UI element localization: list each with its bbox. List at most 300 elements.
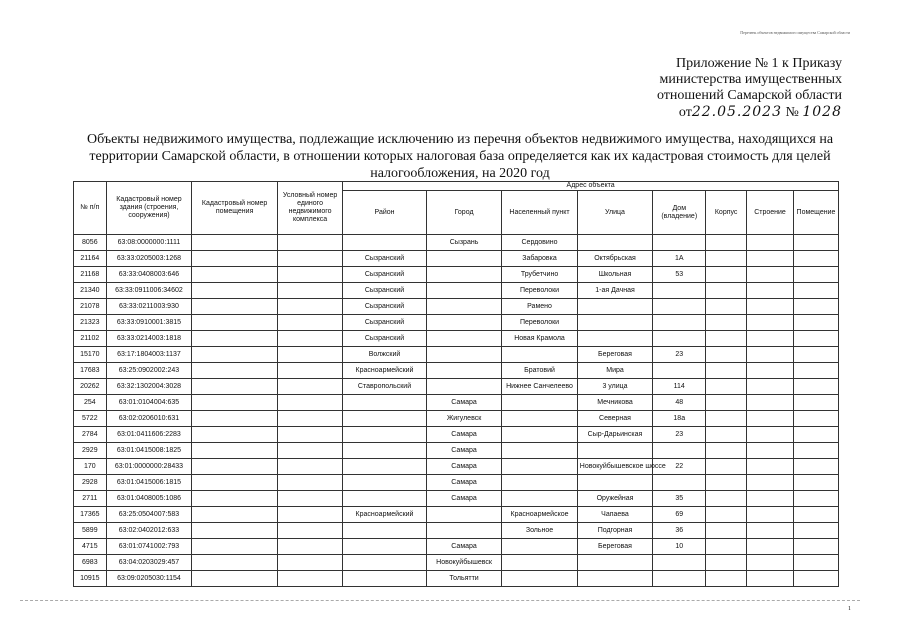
cell-cad: 63:02:0206010:631 [106, 411, 192, 427]
cell-house [653, 331, 706, 347]
table-row [74, 395, 839, 411]
cell-empty [747, 235, 794, 251]
table-row [74, 571, 839, 587]
appendix-number: 1028 [802, 104, 842, 120]
cell-city: Самара [426, 539, 501, 555]
cell-city [426, 523, 501, 539]
cell-cad: 63:01:0741002:793 [106, 539, 192, 555]
cell-settlement [502, 571, 577, 587]
cell-city: Самара [426, 475, 501, 491]
cell-district [343, 475, 427, 491]
cell-num: 6983 [74, 555, 107, 571]
cell-settlement [502, 427, 577, 443]
cell-district: Сызранский [343, 315, 427, 331]
page-number: 1 [848, 606, 851, 612]
appendix-num-label: № [782, 105, 803, 120]
cell-empty [192, 299, 278, 315]
header-room: Помещение [793, 191, 838, 235]
cell-empty [277, 363, 342, 379]
cell-num: 20262 [74, 379, 107, 395]
cell-settlement: Сердовино [502, 235, 577, 251]
table-row [74, 427, 839, 443]
cell-empty [706, 331, 747, 347]
cell-empty [747, 571, 794, 587]
cell-settlement: Нижнее Санчелеево [502, 379, 577, 395]
cell-empty [706, 363, 747, 379]
cell-cad: 63:01:0415008:1825 [106, 443, 192, 459]
cell-city [426, 315, 501, 331]
cell-empty [747, 491, 794, 507]
cell-empty [277, 347, 342, 363]
cell-house [653, 475, 706, 491]
cell-house [653, 235, 706, 251]
cell-street: Северная [577, 411, 652, 427]
table-row [74, 523, 839, 539]
cell-empty [706, 267, 747, 283]
cell-empty [747, 299, 794, 315]
cell-city [426, 363, 501, 379]
cell-num: 2928 [74, 475, 107, 491]
cell-house: 23 [653, 427, 706, 443]
cell-cad: 63:25:0902002:243 [106, 363, 192, 379]
cell-house: 18а [653, 411, 706, 427]
cell-empty [277, 251, 342, 267]
cell-settlement [502, 411, 577, 427]
table-row [74, 539, 839, 555]
cell-city: Самара [426, 427, 501, 443]
cell-empty [793, 363, 838, 379]
cell-settlement: Переволоки [502, 283, 577, 299]
cell-district: Красноармейский [343, 363, 427, 379]
cell-empty [277, 411, 342, 427]
table-row [74, 235, 839, 251]
cell-empty [192, 507, 278, 523]
cell-num: 254 [74, 395, 107, 411]
header-address-group: Адрес объекта [343, 182, 839, 191]
cell-empty [706, 379, 747, 395]
cell-city: Жигулевск [426, 411, 501, 427]
cell-num: 21168 [74, 267, 107, 283]
cell-empty [747, 395, 794, 411]
cell-empty [277, 395, 342, 411]
cell-street [577, 571, 652, 587]
cell-district [343, 427, 427, 443]
cell-city [426, 299, 501, 315]
cell-city: Тольятти [426, 571, 501, 587]
cell-empty [706, 571, 747, 587]
cell-house [653, 315, 706, 331]
cell-empty [747, 251, 794, 267]
table-row [74, 555, 839, 571]
cell-num: 17683 [74, 363, 107, 379]
cell-settlement [502, 459, 577, 475]
cell-settlement [502, 491, 577, 507]
cell-district [343, 235, 427, 251]
cell-district [343, 443, 427, 459]
cell-district: Красноармейский [343, 507, 427, 523]
objects-table [73, 181, 839, 587]
cell-empty [277, 475, 342, 491]
table-row [74, 491, 839, 507]
header-house: Дом (владение) [653, 191, 706, 235]
cell-house: 53 [653, 267, 706, 283]
cell-empty [192, 491, 278, 507]
cell-city: Новокуйбышевск [426, 555, 501, 571]
cell-empty [706, 539, 747, 555]
cell-empty [793, 283, 838, 299]
cell-empty [793, 443, 838, 459]
cell-city: Самара [426, 459, 501, 475]
cell-empty [747, 459, 794, 475]
cell-street [577, 331, 652, 347]
cell-num: 21164 [74, 251, 107, 267]
cell-empty [192, 523, 278, 539]
cell-empty [793, 555, 838, 571]
table-row [74, 347, 839, 363]
cell-house [653, 555, 706, 571]
cell-settlement: Новая Крамола [502, 331, 577, 347]
cell-city [426, 331, 501, 347]
cell-empty [277, 491, 342, 507]
cell-empty [192, 443, 278, 459]
cell-district [343, 539, 427, 555]
cell-house [653, 571, 706, 587]
cell-city [426, 507, 501, 523]
cell-house: 22 [653, 459, 706, 475]
cell-empty [277, 571, 342, 587]
cell-empty [793, 315, 838, 331]
cell-settlement: Забаровка [502, 251, 577, 267]
cell-empty [706, 283, 747, 299]
cell-street: Сыр-Дарьинская [577, 427, 652, 443]
appendix-prefix: от [678, 105, 692, 120]
table-row [74, 443, 839, 459]
cell-empty [793, 427, 838, 443]
cell-city: Сызрань [426, 235, 501, 251]
cell-empty [706, 395, 747, 411]
cell-empty [277, 459, 342, 475]
cell-empty [747, 315, 794, 331]
cell-city [426, 347, 501, 363]
cell-settlement [502, 475, 577, 491]
appendix-line-2: министерства имущественных [659, 72, 842, 87]
cell-empty [747, 539, 794, 555]
cell-house [653, 299, 706, 315]
cell-cad: 63:33:0211003:930 [106, 299, 192, 315]
cell-empty [277, 267, 342, 283]
cell-empty [793, 459, 838, 475]
cell-cad: 63:32:1302004:3028 [106, 379, 192, 395]
cell-empty [747, 267, 794, 283]
cell-city: Самара [426, 395, 501, 411]
cell-empty [192, 427, 278, 443]
cell-empty [192, 539, 278, 555]
cell-empty [706, 235, 747, 251]
cell-empty [192, 475, 278, 491]
cell-city: Самара [426, 491, 501, 507]
cell-district: Сызранский [343, 267, 427, 283]
table-row [74, 379, 839, 395]
cell-empty [747, 555, 794, 571]
cell-empty [192, 331, 278, 347]
cell-empty [793, 523, 838, 539]
cell-street [577, 475, 652, 491]
cell-settlement [502, 347, 577, 363]
cell-empty [277, 539, 342, 555]
cell-empty [793, 475, 838, 491]
cell-empty [192, 395, 278, 411]
header-building: Строение [747, 191, 794, 235]
cell-empty [192, 283, 278, 299]
cell-settlement [502, 395, 577, 411]
cell-settlement [502, 443, 577, 459]
cell-street: 3 улица [577, 379, 652, 395]
cell-cad: 63:01:0000000:28433 [106, 459, 192, 475]
cell-house: 35 [653, 491, 706, 507]
cell-empty [192, 363, 278, 379]
cell-street: Школьная [577, 267, 652, 283]
appendix-date: 22.05.2023 [691, 104, 782, 120]
cell-num: 5899 [74, 523, 107, 539]
cell-cad: 63:09:0205030:1154 [106, 571, 192, 587]
cell-district: Сызранский [343, 283, 427, 299]
cell-empty [747, 363, 794, 379]
cell-settlement: Рамено [502, 299, 577, 315]
cell-district: Сызранский [343, 331, 427, 347]
cell-district: Сызранский [343, 251, 427, 267]
cell-district [343, 411, 427, 427]
cell-empty [277, 315, 342, 331]
table-row [74, 507, 839, 523]
cell-settlement [502, 555, 577, 571]
cell-empty [793, 347, 838, 363]
cell-empty [192, 555, 278, 571]
cell-settlement: Братовий [502, 363, 577, 379]
cell-city [426, 267, 501, 283]
cell-house [653, 283, 706, 299]
cell-city: Самара [426, 443, 501, 459]
top-note: Перечень объектов недвижимого имущества Самарской области [740, 30, 850, 35]
cell-district [343, 555, 427, 571]
cell-empty [706, 443, 747, 459]
cell-street: Новокуйбышевское шоссе [577, 459, 652, 475]
cell-empty [192, 411, 278, 427]
cell-cad: 63:01:0104004:635 [106, 395, 192, 411]
cell-empty [793, 571, 838, 587]
cell-empty [747, 443, 794, 459]
cell-street: Береговая [577, 539, 652, 555]
table-row [74, 363, 839, 379]
cell-district [343, 571, 427, 587]
cell-empty [747, 347, 794, 363]
cell-district: Сызранский [343, 299, 427, 315]
cell-settlement: Трубетчино [502, 267, 577, 283]
cell-street: Оружейная [577, 491, 652, 507]
cell-num: 170 [74, 459, 107, 475]
cell-empty [793, 491, 838, 507]
cell-empty [793, 539, 838, 555]
cell-cad: 63:02:0402012:633 [106, 523, 192, 539]
cell-district: Ставропольский [343, 379, 427, 395]
cell-empty [747, 379, 794, 395]
cell-num: 21340 [74, 283, 107, 299]
cell-empty [747, 283, 794, 299]
cell-house: 48 [653, 395, 706, 411]
cell-empty [706, 555, 747, 571]
cell-empty [192, 251, 278, 267]
header-korpus: Корпус [706, 191, 747, 235]
cell-empty [793, 379, 838, 395]
cell-num: 5722 [74, 411, 107, 427]
cell-empty [706, 299, 747, 315]
cell-settlement [502, 539, 577, 555]
cell-empty [706, 507, 747, 523]
cell-street [577, 443, 652, 459]
header-settlement: Населенный пункт [502, 191, 577, 235]
cell-city [426, 379, 501, 395]
cell-empty [192, 235, 278, 251]
appendix-date-line [657, 104, 842, 121]
cell-settlement: Красноармейское [502, 507, 577, 523]
cell-district [343, 491, 427, 507]
cell-street: Мира [577, 363, 652, 379]
cell-empty [793, 411, 838, 427]
cell-empty [277, 427, 342, 443]
cell-house: 69 [653, 507, 706, 523]
cell-street [577, 315, 652, 331]
cell-empty [277, 283, 342, 299]
cell-cad: 63:33:0214003:1818 [106, 331, 192, 347]
cell-empty [192, 379, 278, 395]
cell-empty [747, 523, 794, 539]
appendix-line-3: отношений Самарской области [656, 88, 842, 103]
cell-cad: 63:25:0504007:583 [106, 507, 192, 523]
table-row [74, 315, 839, 331]
header-street: Улица [577, 191, 652, 235]
table-row [74, 459, 839, 475]
cell-empty [277, 443, 342, 459]
cell-city [426, 251, 501, 267]
cell-cad: 63:33:0910001:3815 [106, 315, 192, 331]
footer-divider [20, 600, 860, 601]
cell-num: 2711 [74, 491, 107, 507]
header-city: Город [426, 191, 501, 235]
table-row [74, 411, 839, 427]
cell-street: 1-ая Дачная [577, 283, 652, 299]
cell-empty [277, 299, 342, 315]
cell-empty [706, 411, 747, 427]
cell-house [653, 443, 706, 459]
cell-street: Подгорная [577, 523, 652, 539]
table-row [74, 475, 839, 491]
cell-empty [706, 475, 747, 491]
cell-empty [793, 267, 838, 283]
appendix-block [657, 56, 842, 121]
cell-empty [192, 347, 278, 363]
cell-street: Октябрьская [577, 251, 652, 267]
cell-cad: 63:08:0000000:1111 [106, 235, 192, 251]
cell-num: 21323 [74, 315, 107, 331]
table-row [74, 267, 839, 283]
cell-district [343, 523, 427, 539]
cell-empty [192, 267, 278, 283]
cell-empty [793, 507, 838, 523]
cell-empty [277, 507, 342, 523]
header-cond-num: Условный номер единого недвижимого комплекса [277, 182, 342, 235]
cell-empty [747, 507, 794, 523]
cell-num: 10915 [74, 571, 107, 587]
cell-cad: 63:33:0205003:1268 [106, 251, 192, 267]
cell-num: 2784 [74, 427, 107, 443]
header-num: № п/п [74, 182, 107, 235]
cell-cad: 63:04:0203029:457 [106, 555, 192, 571]
cell-cad: 63:17:1804003:1137 [106, 347, 192, 363]
cell-settlement: Переволоки [502, 315, 577, 331]
cell-cad: 63:33:0911006:34602 [106, 283, 192, 299]
header-district: Район [343, 191, 427, 235]
cell-num: 21102 [74, 331, 107, 347]
cell-empty [706, 315, 747, 331]
table-row [74, 283, 839, 299]
cell-num: 2929 [74, 443, 107, 459]
cell-empty [706, 251, 747, 267]
cell-empty [706, 491, 747, 507]
cell-empty [277, 235, 342, 251]
cell-street: Береговая [577, 347, 652, 363]
header-cad-room: Кадастровый номер помещения [192, 182, 278, 235]
cell-num: 17365 [74, 507, 107, 523]
cell-empty [277, 523, 342, 539]
cell-empty [747, 411, 794, 427]
cell-cad: 63:01:0411606:2283 [106, 427, 192, 443]
header-cad-building: Кадастровый номер здания (строения, сооружения) [106, 182, 192, 235]
cell-street [577, 555, 652, 571]
cell-street: Чапаева [577, 507, 652, 523]
cell-house [653, 363, 706, 379]
cell-settlement: Зольное [502, 523, 577, 539]
cell-empty [277, 379, 342, 395]
cell-empty [706, 427, 747, 443]
cell-street: Мечникова [577, 395, 652, 411]
cell-house: 114 [653, 379, 706, 395]
cell-num: 21078 [74, 299, 107, 315]
cell-cad: 63:01:0415006:1815 [106, 475, 192, 491]
cell-house: 1А [653, 251, 706, 267]
cell-district [343, 395, 427, 411]
cell-empty [793, 331, 838, 347]
cell-house: 36 [653, 523, 706, 539]
cell-empty [706, 347, 747, 363]
cell-house: 23 [653, 347, 706, 363]
cell-empty [706, 523, 747, 539]
table-row [74, 299, 839, 315]
cell-street [577, 235, 652, 251]
cell-cad: 63:33:0408003:646 [106, 267, 192, 283]
cell-empty [793, 395, 838, 411]
cell-empty [747, 331, 794, 347]
cell-empty [793, 299, 838, 315]
document-title: Объекты недвижимого имущества, подлежащие исключению из перечня объектов недвижимого имущества, находящихся на территории Самарской области, в отношении которых налоговая база определяется как их кадастровая стоимость для целей налогообложения, на 2020 год [86, 132, 834, 181]
cell-city [426, 283, 501, 299]
cell-empty [277, 331, 342, 347]
cell-cad: 63:01:0408005:1086 [106, 491, 192, 507]
cell-empty [192, 571, 278, 587]
cell-empty [706, 459, 747, 475]
cell-empty [277, 555, 342, 571]
cell-street [577, 299, 652, 315]
cell-num: 4715 [74, 539, 107, 555]
cell-empty [793, 235, 838, 251]
